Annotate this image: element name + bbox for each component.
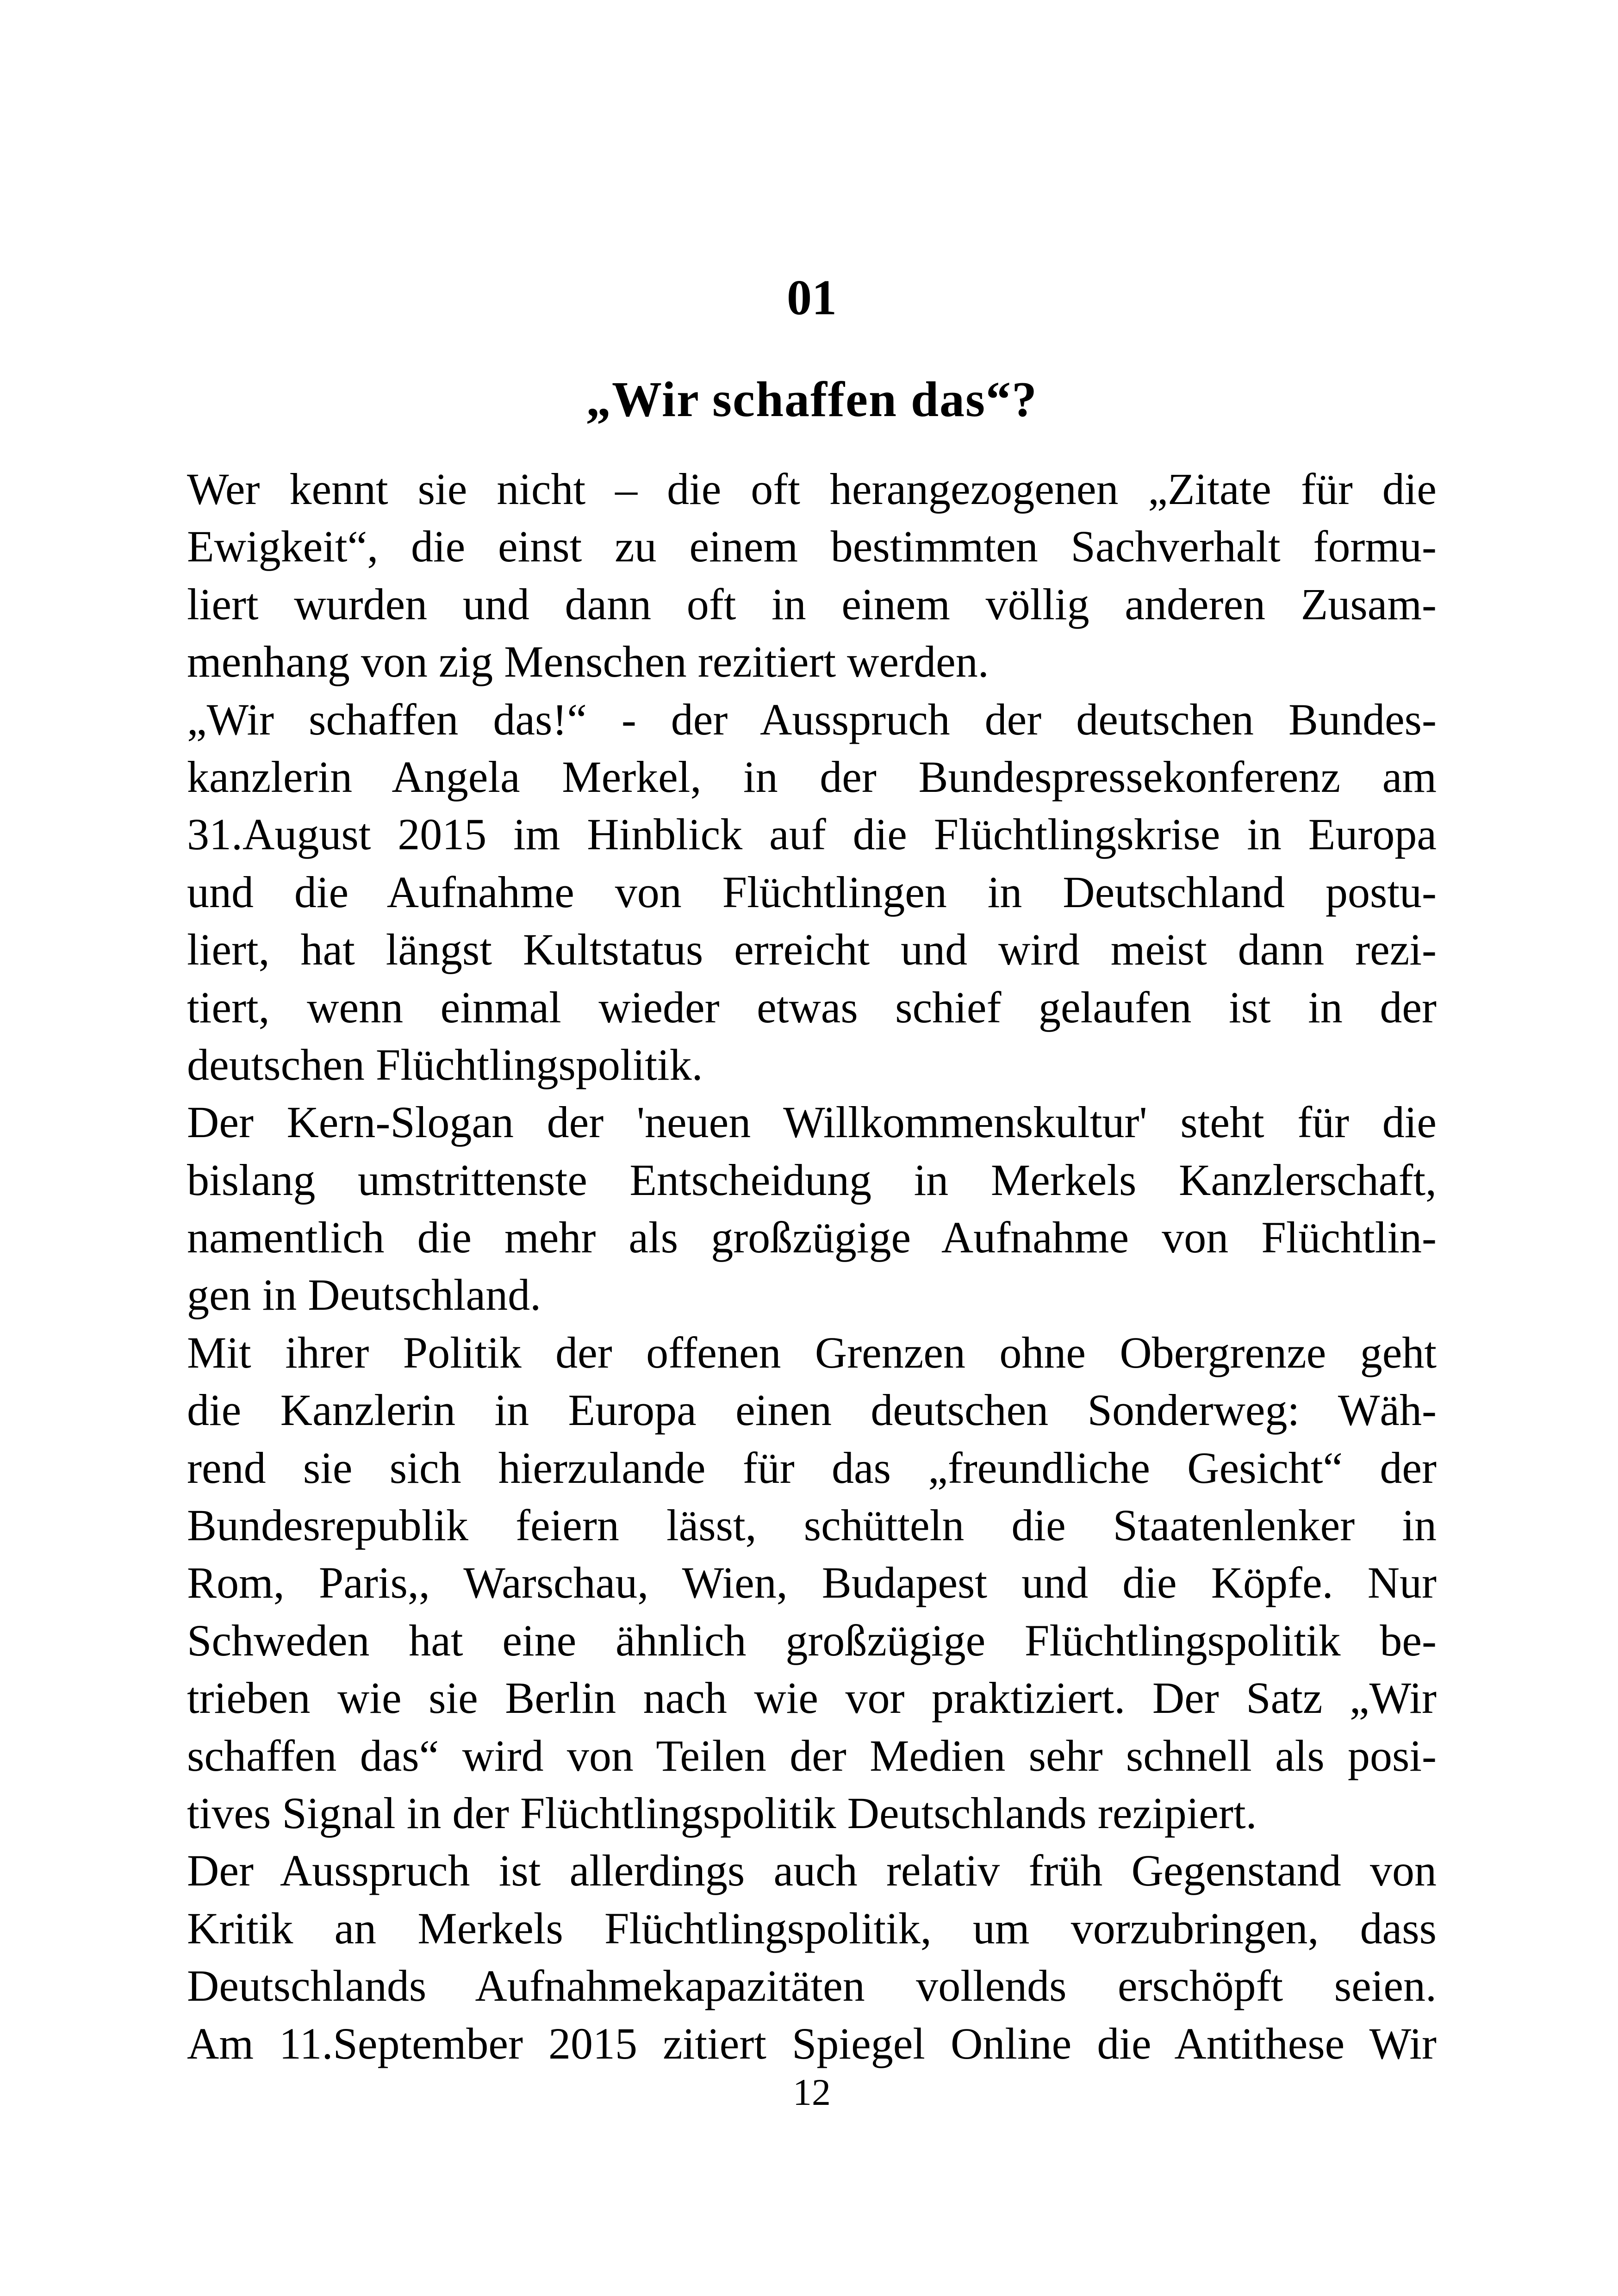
text-line: Am 11.September 2015 zitiert Spiegel Online die Antithese Wir [187,2018,1437,2068]
text-line: Wer kennt sie nicht – die oft herangezogenen „Zitate für die [187,464,1437,514]
text-line: die Kanzlerin in Europa einen deutschen Sonderweg: Wäh- [187,1385,1437,1435]
text-line: Kritik an Merkels Flüchtlingspolitik, um vorzubringen, dass [187,1903,1437,1953]
text-line: Rom, Paris,, Warschau, Wien, Budapest und die Köpfe. Nur [187,1558,1437,1608]
text-line: liert wurden und dann oft in einem völlig anderen Zusam- [187,579,1437,629]
text-line: gen in Deutschland. [187,1270,541,1320]
text-line: Der Ausspruch ist allerdings auch relativ früh Gegenstand von [187,1846,1437,1896]
text-line: trieben wie sie Berlin nach wie vor praktiziert. Der Satz „Wir [187,1673,1437,1723]
chapter-number: 01 [787,270,837,325]
text-line: menhang von zig Menschen rezitiert werden. [187,637,989,687]
text-line: kanzlerin Angela Merkel, in der Bundespressekonferenz am [187,752,1437,802]
text-line: und die Aufnahme von Flüchtlingen in Deutschland postu- [187,867,1437,917]
page-number: 12 [793,2071,831,2113]
text-line: namentlich die mehr als großzügige Aufnahme von Flüchtlin- [187,1213,1437,1263]
text-line: bislang umstrittenste Entscheidung in Merkels Kanzlerschaft, [187,1155,1437,1205]
text-line: Ewigkeit“, die einst zu einem bestimmten Sachverhalt formu- [187,522,1437,572]
text-line: Deutschlands Aufnahmekapazitäten vollends erschöpft seien. [187,1961,1437,2011]
book-page [187,0,1437,2296]
text-line: tives Signal in der Flüchtlingspolitik Deutschlands rezipiert. [187,1788,1257,1838]
text-line: schaffen das“ wird von Teilen der Medien sehr schnell als posi- [187,1730,1437,1780]
text-line: Schweden hat eine ähnlich großzügige Flüchtlingspolitik be- [187,1615,1437,1665]
text-line: Mit ihrer Politik der offenen Grenzen ohne Obergrenze geht [187,1327,1437,1377]
text-line: rend sie sich hierzulande für das „freundliche Gesicht“ der [187,1443,1437,1493]
text-line: liert, hat längst Kultstatus erreicht und wird meist dann rezi- [187,925,1437,975]
text-line: „Wir schaffen das!“ - der Ausspruch der deutschen Bundes- [187,694,1437,744]
chapter-title: „Wir schaffen das“? [585,372,1038,427]
body-text [187,460,1437,2072]
text-line: 31.August 2015 im Hinblick auf die Flüchtlingskrise in Europa [187,809,1437,859]
text-line: Der Kern-Slogan der 'neuen Willkommenskultur' steht für die [187,1097,1437,1147]
text-line: deutschen Flüchtlingspolitik. [187,1039,703,1089]
text-line: tiert, wenn einmal wieder etwas schief gelaufen ist in der [187,982,1437,1032]
text-line: Bundesrepublik feiern lässt, schütteln die Staatenlenker in [187,1500,1437,1550]
